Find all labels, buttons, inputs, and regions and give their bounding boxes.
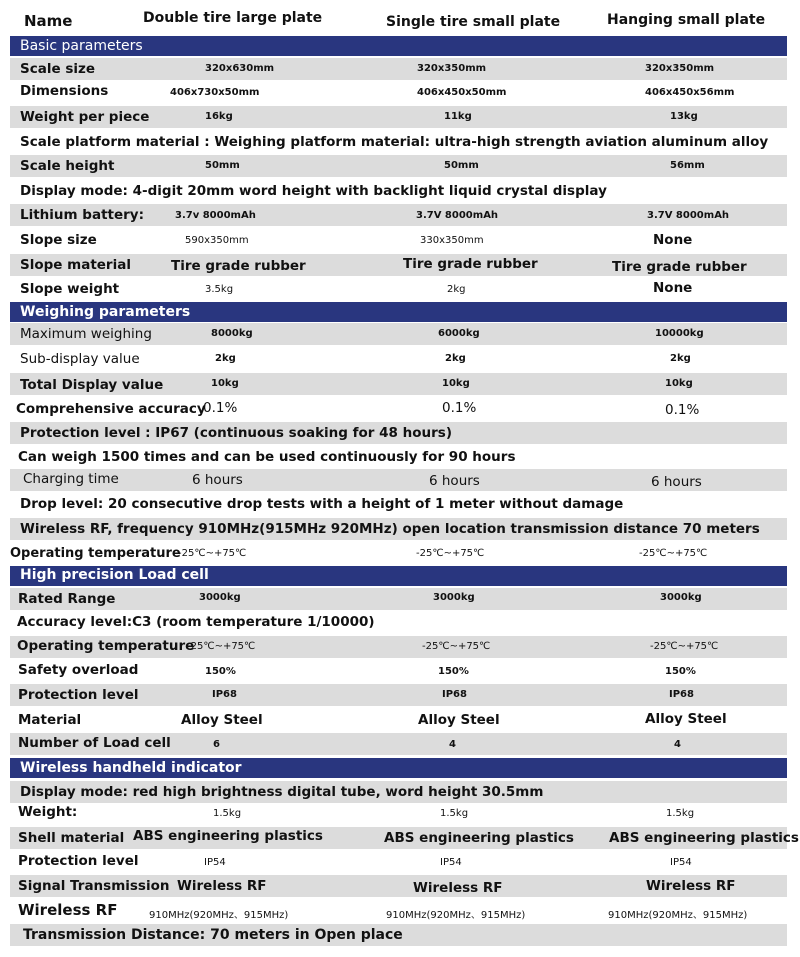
row-shell-material xyxy=(10,827,799,849)
row-signal-transmission xyxy=(10,875,787,897)
cell-col1: -25℃~+75℃ xyxy=(187,641,256,652)
cell-col3: Wireless RF xyxy=(646,878,736,894)
cell-col2: -25℃~+75℃ xyxy=(416,548,485,559)
section-weighing-parameters xyxy=(10,302,787,322)
row-slope-size xyxy=(10,229,787,251)
cell-col2: IP54 xyxy=(440,857,462,868)
cell-col2: 6 hours xyxy=(429,473,480,489)
section-basic-parameters xyxy=(10,36,787,56)
row-weight-per-piece xyxy=(10,106,787,128)
row-sub-display-value xyxy=(10,348,787,370)
cell-col2: 150% xyxy=(438,666,469,677)
row-text: Display mode: 4-digit 20mm word height with backlight liquid crystal display xyxy=(20,183,607,199)
col2-header: Single tire small plate xyxy=(386,14,561,30)
row-display-mode xyxy=(10,180,787,202)
cell-col1: 406x730x50mm xyxy=(170,87,260,98)
cell-col1: 3.7v 8000mAh xyxy=(175,210,256,221)
cell-col1: IP68 xyxy=(212,689,237,700)
cell-col3: 150% xyxy=(665,666,696,677)
cell-col3: 320x350mm xyxy=(645,63,715,74)
row-text: Scale platform material : Weighing platform material: ultra-high strength aviation aluminum alloy xyxy=(20,134,769,150)
cell-col2: 2kg xyxy=(445,353,466,364)
section-load-cell xyxy=(10,566,787,586)
row-lithium-battery xyxy=(10,204,787,226)
cell-col2: 910MHz(920MHz、915MHz) xyxy=(386,910,526,921)
row-text: Drop level: 20 consecutive drop tests with a height of 1 meter without damage xyxy=(20,496,624,512)
row-indicator-display-mode xyxy=(10,781,787,803)
cell-col3: Alloy Steel xyxy=(645,711,727,727)
cell-col3: IP54 xyxy=(670,857,692,868)
row-label: Maximum weighing xyxy=(20,326,152,342)
row-label: Protection level xyxy=(18,853,139,869)
row-text: Transmission Distance: 70 meters in Open place xyxy=(23,927,403,943)
row-charging-time xyxy=(10,469,787,491)
cell-col1: 3.5kg xyxy=(205,284,234,295)
cell-col2: IP68 xyxy=(442,689,467,700)
row-label: Slope weight xyxy=(20,281,120,297)
cell-col2: 6000kg xyxy=(438,328,480,339)
cell-col3: 0.1% xyxy=(665,402,700,418)
row-comprehensive-accuracy xyxy=(10,398,787,420)
row-safety-overload xyxy=(10,660,787,682)
row-operating-temperature xyxy=(6,543,783,565)
cell-col2: 330x350mm xyxy=(420,235,484,246)
row-text: Protection level : IP67 (continuous soaking for 48 hours) xyxy=(20,425,453,441)
cell-col3: -25℃~+75℃ xyxy=(639,548,708,559)
cell-col3: Tire grade rubber xyxy=(612,259,747,275)
cell-col3: 2kg xyxy=(670,353,691,364)
name-header: Name xyxy=(24,12,73,30)
cell-col1: 320x630mm xyxy=(205,63,275,74)
row-label: Protection level xyxy=(18,687,139,703)
row-label: Sub-display value xyxy=(20,351,140,367)
row-label: Number of Load cell xyxy=(18,735,171,751)
row-label: Dimensions xyxy=(20,83,109,99)
row-number-of-load-cell xyxy=(10,733,787,755)
cell-col1: 6 xyxy=(213,739,220,750)
cell-col1: IP54 xyxy=(204,857,226,868)
row-label: Scale size xyxy=(20,61,95,77)
cell-col2: Alloy Steel xyxy=(418,712,500,728)
row-protection-level xyxy=(10,422,787,444)
cell-col2: Wireless RF xyxy=(413,880,503,896)
cell-col3: 10000kg xyxy=(655,328,704,339)
column-header-row xyxy=(0,0,800,36)
row-transmission-distance xyxy=(10,924,787,946)
row-label: Operating temperature xyxy=(10,546,181,561)
cell-col2: 11kg xyxy=(444,111,472,122)
cell-col3: 13kg xyxy=(670,111,698,122)
cell-col1: 0.1% xyxy=(203,400,238,416)
cell-col2: 3000kg xyxy=(433,592,475,603)
cell-col3: 6 hours xyxy=(651,474,702,490)
row-label: Charging time xyxy=(23,471,119,487)
section-wireless-indicator xyxy=(10,758,787,778)
row-slope-weight xyxy=(10,278,787,300)
col3-header: Hanging small plate xyxy=(607,12,766,28)
row-dimensions xyxy=(10,81,787,103)
cell-col2: Tire grade rubber xyxy=(403,256,538,272)
cell-col1: 2kg xyxy=(215,353,236,364)
cell-col3: None xyxy=(653,232,693,248)
section-title: Basic parameters xyxy=(20,38,143,54)
row-label: Slope size xyxy=(20,232,97,248)
cell-col3: 4 xyxy=(674,739,681,750)
row-label: Comprehensive accuracy xyxy=(16,401,206,417)
cell-col3: IP68 xyxy=(669,689,694,700)
row-label: Weight: xyxy=(18,804,78,820)
row-can-weigh xyxy=(10,446,787,468)
row-accuracy-level xyxy=(10,612,787,634)
row-label: Scale height xyxy=(20,158,115,174)
cell-col1: 10kg xyxy=(211,378,239,389)
row-label: Lithium battery: xyxy=(20,207,144,223)
row-lc-protection-level xyxy=(10,684,787,706)
row-scale-size xyxy=(10,58,787,80)
cell-col2: ABS engineering plastics xyxy=(384,830,574,846)
cell-col2: 3.7V 8000mAh xyxy=(416,210,499,221)
cell-col2: 1.5kg xyxy=(440,808,469,819)
row-indicator-weight xyxy=(10,803,787,825)
cell-col1: 150% xyxy=(205,666,236,677)
cell-col1: 1.5kg xyxy=(213,808,242,819)
cell-col1: 6 hours xyxy=(192,472,243,488)
cell-col1: -25℃~+75℃ xyxy=(178,548,247,559)
cell-col3: 1.5kg xyxy=(666,808,695,819)
row-scale-height xyxy=(10,155,787,177)
cell-col3: 910MHz(920MHz、915MHz) xyxy=(608,910,748,921)
cell-col2: 50mm xyxy=(444,160,479,171)
row-label: Wireless RF xyxy=(18,901,118,919)
cell-col1: 16kg xyxy=(205,111,233,122)
row-lc-operating-temperature xyxy=(10,636,787,658)
cell-col1: ABS engineering plastics xyxy=(133,828,323,844)
row-text: Accuracy level:C3 (room temperature 1/10000) xyxy=(17,614,375,630)
row-label: Slope material xyxy=(20,257,131,273)
cell-col3: 406x450x56mm xyxy=(645,87,735,98)
row-drop-level xyxy=(10,494,787,516)
row-label: Operating temperature xyxy=(17,638,195,654)
row-label: Safety overload xyxy=(18,662,139,678)
row-label: Material xyxy=(18,712,82,728)
cell-col3: 3000kg xyxy=(660,592,702,603)
cell-col2: 10kg xyxy=(442,378,470,389)
cell-col2: 0.1% xyxy=(442,400,477,416)
cell-col1: 50mm xyxy=(205,160,240,171)
cell-col2: 406x450x50mm xyxy=(417,87,507,98)
row-rated-range xyxy=(10,588,787,610)
row-label: Signal Transmission xyxy=(18,878,170,894)
cell-col1: 590x350mm xyxy=(185,235,249,246)
row-label: Shell material xyxy=(18,830,125,846)
cell-col1: 3000kg xyxy=(199,592,241,603)
section-title: Weighing parameters xyxy=(20,304,191,320)
cell-col3: ABS engineering plastics xyxy=(609,830,799,846)
row-text: Wireless RF, frequency 910MHz(915MHz 920MHz) open location transmission distance 70 meters xyxy=(20,521,760,537)
col1-header: Double tire large plate xyxy=(143,10,323,26)
cell-col1: 8000kg xyxy=(211,328,253,339)
row-material xyxy=(10,709,787,731)
cell-col2: -25℃~+75℃ xyxy=(422,641,491,652)
cell-col1: Alloy Steel xyxy=(181,712,263,728)
row-indicator-protection-level xyxy=(10,851,787,873)
row-text: Display mode: red high brightness digital tube, word height 30.5mm xyxy=(20,784,544,800)
cell-col2: 2kg xyxy=(447,284,466,295)
section-title: Wireless handheld indicator xyxy=(20,760,242,776)
cell-col2: 4 xyxy=(449,739,456,750)
cell-col1: Tire grade rubber xyxy=(171,258,306,274)
row-slope-material xyxy=(10,254,787,276)
cell-col3: 56mm xyxy=(670,160,705,171)
row-indicator-wireless-rf xyxy=(10,899,787,923)
row-maximum-weighing xyxy=(10,323,787,345)
row-text: Can weigh 1500 times and can be used continuously for 90 hours xyxy=(18,449,516,465)
cell-col3: None xyxy=(653,280,693,296)
cell-col1: Wireless RF xyxy=(177,878,267,894)
cell-col3: -25℃~+75℃ xyxy=(650,641,719,652)
row-label: Rated Range xyxy=(18,591,116,607)
cell-col2: 320x350mm xyxy=(417,63,487,74)
cell-col3: 3.7V 8000mAh xyxy=(647,210,730,221)
cell-col3: 10kg xyxy=(665,378,693,389)
row-platform-material xyxy=(10,131,787,153)
row-total-display-value xyxy=(10,373,787,395)
row-label: Total Display value xyxy=(20,377,164,393)
row-label: Weight per piece xyxy=(20,109,150,125)
section-title: High precision Load cell xyxy=(20,567,209,583)
row-wireless-rf xyxy=(10,518,787,540)
cell-col1: 910MHz(920MHz、915MHz) xyxy=(149,910,289,921)
